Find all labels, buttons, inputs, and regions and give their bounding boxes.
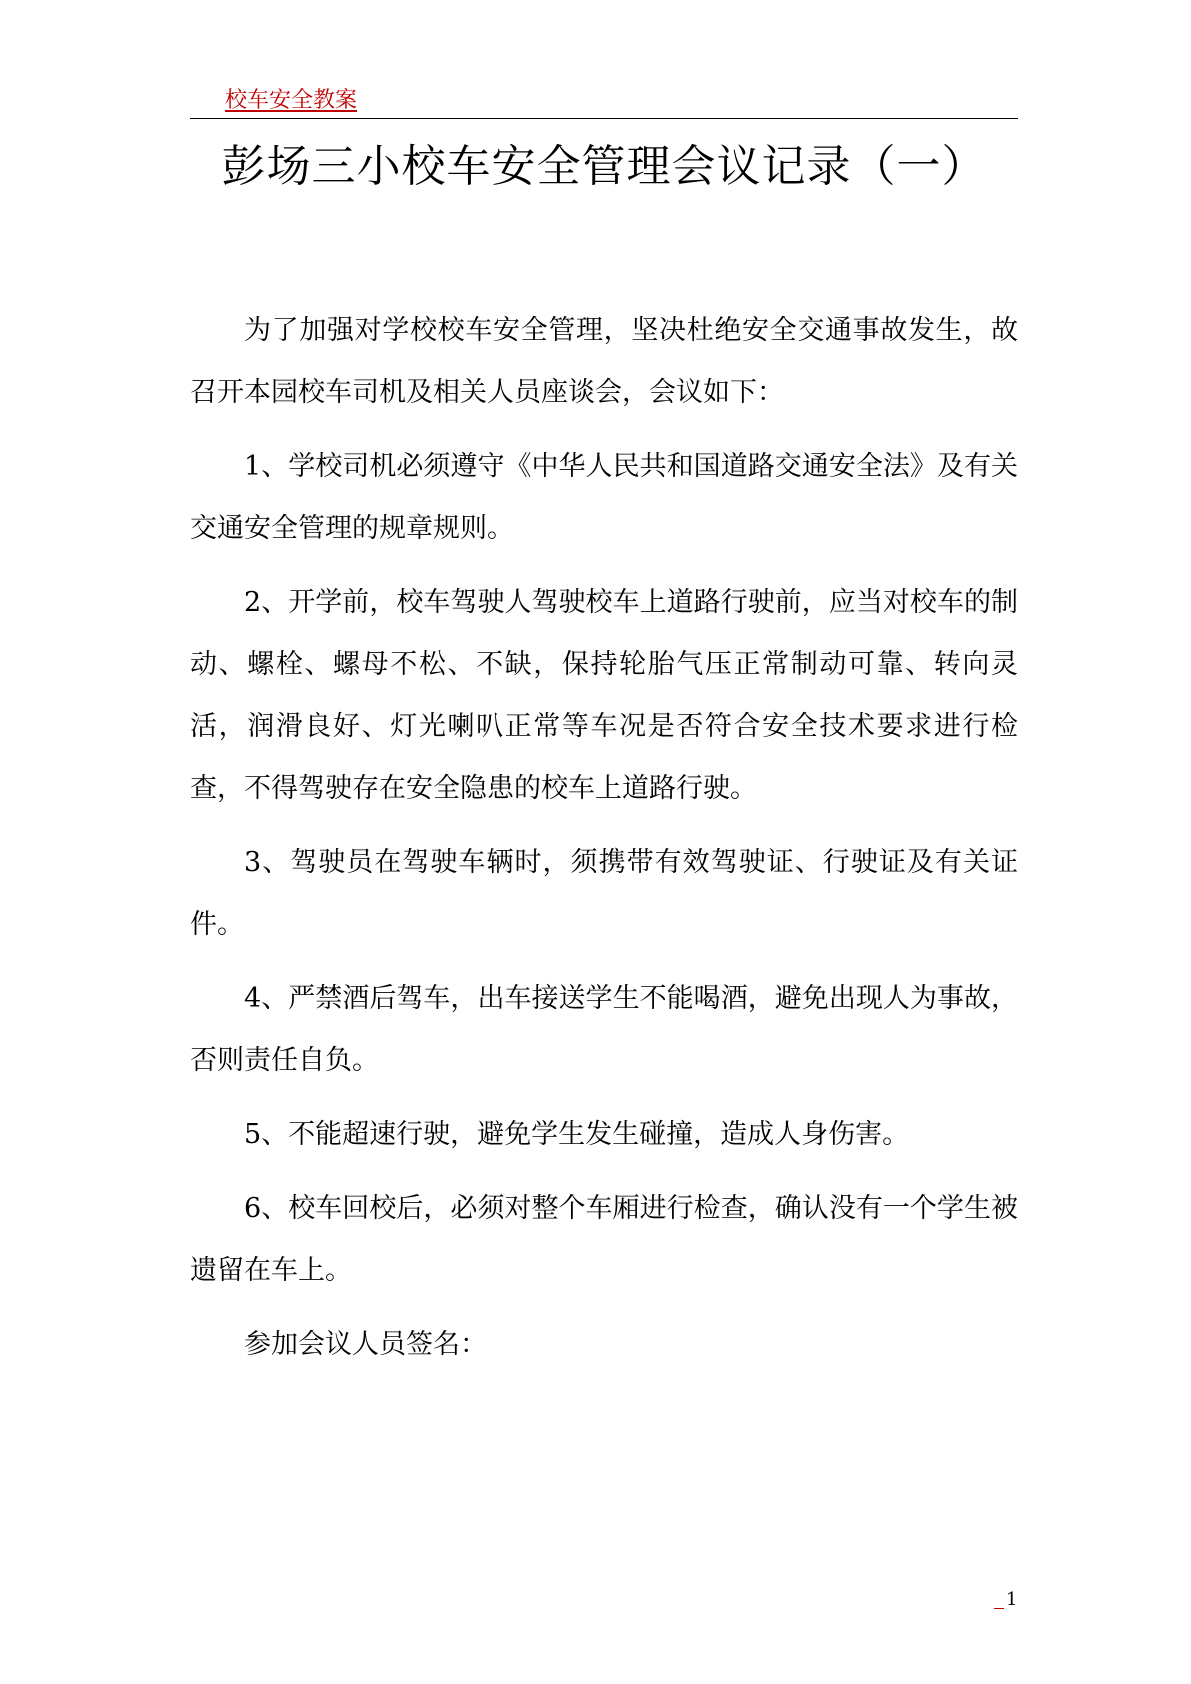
rule-item-3: 3、驾驶员在驾驶车辆时，须携带有效驾驶证、行驶证及有关证件。 [190, 847, 1018, 940]
rule-item-5: 5、不能超速行驶，避免学生发生碰撞，造成人身伤害。 [244, 1119, 910, 1150]
header-label: 校车安全教案 [225, 88, 358, 113]
rule-item-6: 6、校车回校后，必须对整个车厢进行检查，确认没有一个学生被遗留在车上。 [190, 1193, 1018, 1286]
rule-item-2: 2、开学前，校车驾驶人驾驶校车上道路行驶前，应当对校车的制动、螺栓、螺母不松、不缺，保持轮胎气压正常制动可靠、转向灵活，润滑良好、灯光喇叭正常等车况是否符合安全技术要求进行检查，不得驾驶存在安全隐患的校车上道路行驶。 [190, 587, 1018, 804]
page-number: 1 [1006, 1589, 1018, 1610]
rule-item-1: 1、学校司机必须遵守《中华人民共和国道路交通安全法》及有关交通安全管理的规章规则。 [190, 451, 1018, 544]
page-number-mark [994, 1608, 1004, 1609]
page-title: 彭场三小校车安全管理会议记录（一） [221, 141, 987, 192]
header-rule [190, 118, 1018, 119]
intro-paragraph: 为了加强对学校校车安全管理，坚决杜绝安全交通事故发生，故召开本园校车司机及相关人员座谈会，会议如下： [190, 315, 1018, 408]
rule-item-4: 4、严禁酒后驾车，出车接送学生不能喝酒，避免出现人为事故，否则责任自负。 [190, 983, 1018, 1076]
document-body [190, 300, 1018, 1388]
signature-line: 参加会议人员签名： [244, 1329, 487, 1360]
